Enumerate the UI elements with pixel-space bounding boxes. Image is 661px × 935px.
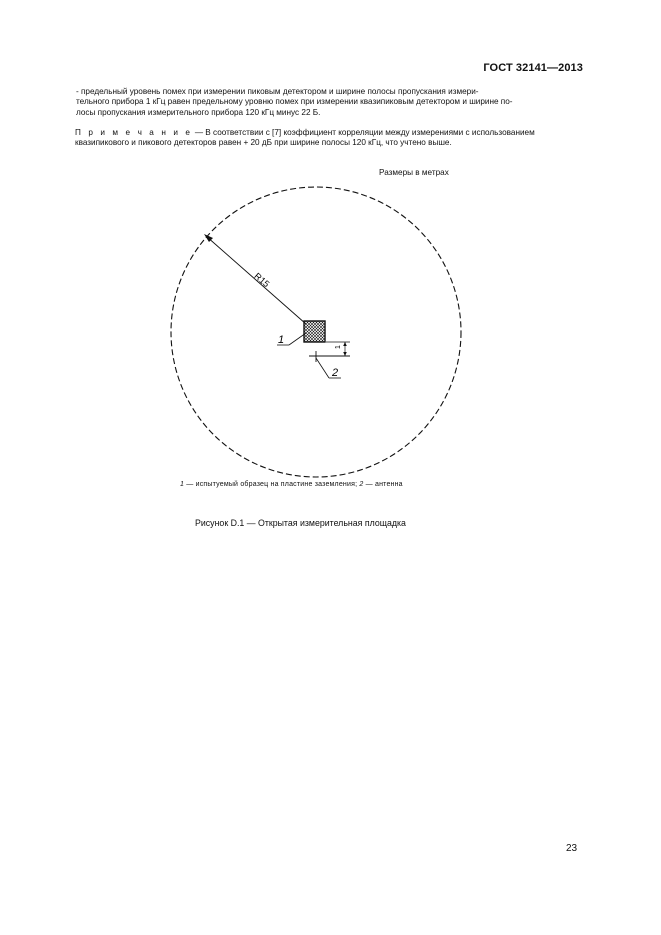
dimension-arrow-top bbox=[343, 342, 347, 346]
figure-legend bbox=[180, 481, 403, 488]
figure-caption: Рисунок D.1 — Открытая измерительная площадка bbox=[195, 518, 406, 528]
paragraph-line: - предельный уровень помех при измерении пиковым детектором и ширине полосы пропускания измери- bbox=[76, 87, 479, 96]
legend-number-1: 1 bbox=[180, 481, 185, 488]
leader-line-2 bbox=[316, 358, 329, 378]
paragraph-line: лосы пропускания измерительного прибора 120 кГц минус 22 Б. bbox=[76, 107, 321, 117]
note-text: — В соответствии с [7] коэффициент корреляции между измерениями с использованием bbox=[192, 128, 535, 137]
item-1-label: 1 bbox=[278, 334, 285, 346]
paragraph-line: тельного прибора 1 кГц равен предельному уровню помех при измерении квазипиковым детектором и ширине по- bbox=[76, 97, 513, 107]
legend-number-2: 2 bbox=[359, 481, 364, 488]
item-2-label: 2 bbox=[332, 367, 339, 379]
paragraph-noise-limit bbox=[75, 87, 583, 118]
paragraph-note bbox=[75, 128, 583, 149]
units-note: Размеры в метрах bbox=[379, 168, 449, 177]
legend-text-2: — антенна bbox=[363, 481, 403, 488]
legend-text-1: — испытуемый образец на пластине заземления; bbox=[184, 481, 360, 488]
test-sample bbox=[304, 321, 325, 342]
document-header: ГОСТ 32141—2013 bbox=[483, 62, 583, 74]
radius-label: R15 bbox=[252, 270, 272, 290]
note-label: П р и м е ч а н и е bbox=[75, 128, 193, 137]
measurement-site-drawing bbox=[160, 180, 480, 480]
note-line bbox=[75, 128, 583, 138]
dimension-label: 1 bbox=[335, 345, 342, 349]
note-line: квазипикового и пикового детекторов равен + 20 дБ при ширине полосы 120 кГц, что учтено выше. bbox=[75, 138, 452, 148]
page-number: 23 bbox=[566, 843, 578, 854]
dimension-arrow-bottom bbox=[343, 352, 347, 356]
